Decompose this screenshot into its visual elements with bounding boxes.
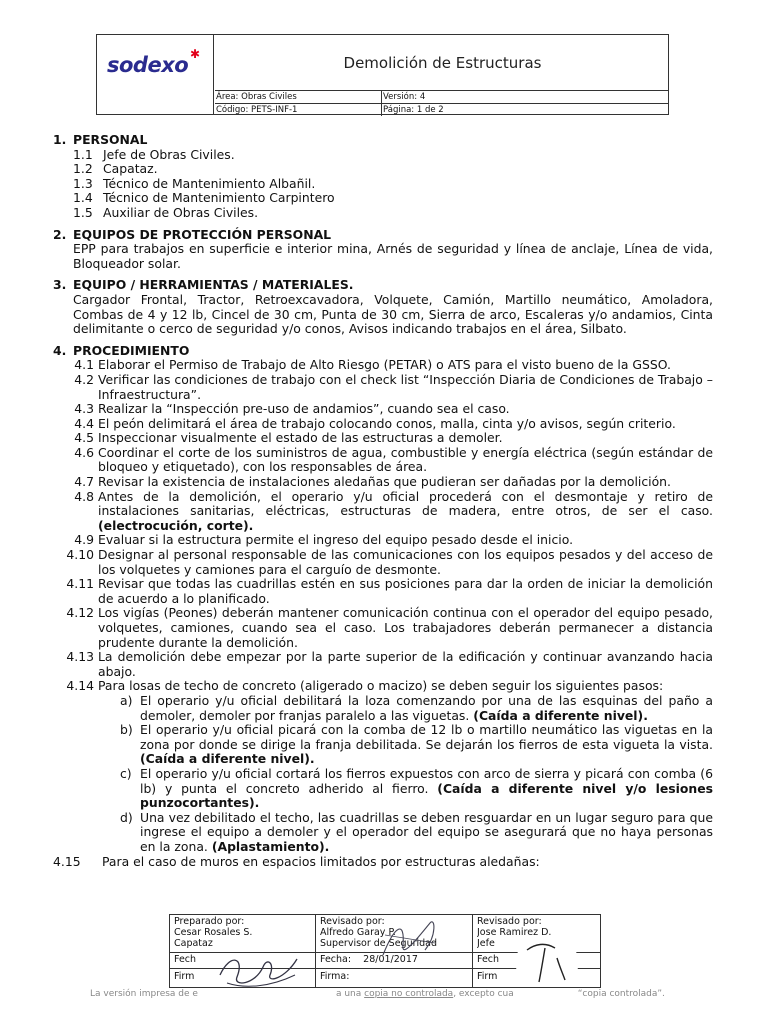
- section-heading: 2. EQUIPOS DE PROTECCIÓN PERSONAL: [53, 226, 332, 242]
- section-personal: [53, 133, 713, 221]
- copy-status-link: copia no controlada: [364, 989, 454, 999]
- prepared-by-cell: Preparado por: Cesar Rosales S. Capataz Fech Firm: [170, 915, 316, 987]
- document-body: [53, 133, 713, 876]
- company-logo: [97, 35, 214, 114]
- section-text: EPP para trabajos en superficie e interior mina, Arnés de seguridad y línea de anclaje, Línea de vida, Bloqueador solar.: [73, 241, 713, 271]
- sub-step: c) El operario y/u oficial cortará los fierros expuestos con arco de sierra y picará con comba (6 lb) y punta el concreto adherido al fierro. (Caída a diferente nivel y/o lesiones punzocortantes).: [120, 765, 713, 811]
- section-heading: 3. EQUIPO / HERRAMIENTAS / MATERIALES.: [53, 277, 354, 293]
- footer-note: La versión impresa de e a una copia no controlada, excepto cua “copia controlada”.: [90, 989, 665, 999]
- signature-field: Firm: [473, 968, 600, 987]
- list-item: 1.4 Técnico de Mantenimiento Carpintero: [73, 190, 335, 206]
- signature-field: Firm: [170, 968, 315, 987]
- procedure-step: 4.8 Antes de la demolición, el operario y/u oficial procederá con el desmontaje y retiro de instalaciones sanitarias, eléctricas, estructuras de madera, entre otros, de ser el caso. (electrocución, corte).: [74, 488, 713, 533]
- list-item: 1.1 Jefe de Obras Civiles.: [73, 146, 235, 162]
- list-item: 1.3 Técnico de Mantenimiento Albañil.: [73, 175, 316, 191]
- procedure-step: 4.12 Los vigías (Peones) deberán mantener comunicación continua con el operador del equipo pesado, volquetes, camiones, cuando sea el caso. Los trabajadores deberán permanecer a distancia prudente durante la demolición.: [66, 605, 713, 650]
- procedure-step: 4.5 Inspeccionar visualmente el estado de las estructuras a demoler.: [74, 430, 503, 446]
- document-title: Demolición de Estructuras: [343, 53, 542, 72]
- document-header: [96, 34, 669, 115]
- date-value: 28/01/2017: [363, 954, 418, 965]
- code-field: Código: PETS-INF-1: [215, 104, 382, 116]
- page-field: Página: 1 de 2: [383, 105, 444, 115]
- procedure-step: 4.14 Para losas de techo de concreto (aligerado o macizo) se deben seguir los siguientes pasos:: [66, 678, 664, 694]
- procedure-step: 4.13 La demolición debe empezar por la parte superior de la edificación y continuar avanzando hacia abajo.: [66, 649, 713, 679]
- area-field: Área: Obras Civiles: [215, 91, 382, 103]
- version-field: Versión: 4: [383, 92, 426, 102]
- section-heading: 1. PERSONAL: [53, 132, 148, 147]
- sub-step: d) Una vez debilitado el techo, las cuadrillas se deben resguardar en un lugar seguro para que ingrese el equipo a demoler y el operador del equipo se asegurará que no haya personas en la zona. (Aplastamiento).: [120, 809, 713, 854]
- procedure-step: 4.10 Designar al personal responsable de las comunicaciones con los equipos pesados y del acceso de los volquetes y camiones para el carguío de desmonte.: [66, 547, 713, 577]
- procedure-step: 4.9 Evaluar si la estructura permite el ingreso del equipo pesado desde el inicio.: [74, 532, 574, 548]
- list-item: 1.2 Capataz.: [73, 161, 158, 177]
- hazard-note: (electrocución, corte).: [98, 517, 254, 533]
- document-meta: [215, 90, 669, 115]
- procedure-step: 4.4 El peón delimitará el área de trabajo colocando conos, malla, cinta y/o avisos, según criterio.: [74, 415, 676, 431]
- date-field: Fech: [473, 952, 600, 969]
- procedure-step: 4.1 Elaborar el Permiso de Trabajo de Alto Riesgo (PETAR) o ATS para el visto bueno de la GSSO.: [74, 357, 671, 373]
- signature-table: [169, 914, 601, 988]
- section-equipment: [53, 278, 713, 336]
- procedure-step: 4.2 Verificar las condiciones de trabajo con el check list “Inspección Diaria de Condiciones de Trabajo – Infraestructura”.: [74, 371, 713, 402]
- star-icon: ✱: [190, 47, 201, 61]
- section-heading: 4. PROCEDIMIENTO: [53, 342, 190, 358]
- reviewed-by-cell: Revisado por: Jose Ramirez D. Jefe Fech Firm: [473, 915, 600, 987]
- procedure-step: 4.3 Realizar la “Inspección pre-uso de andamios”, cuando sea el caso.: [74, 401, 510, 417]
- section-procedure: [53, 344, 713, 869]
- procedure-step: 4.7 Revisar la existencia de instalaciones aledañas que pudieran ser dañadas por la demolición.: [74, 474, 671, 490]
- sub-step: b) El operario y/u oficial picará con la comba de 12 lb o martillo neumático las viguetas en la zona por donde se dirige la franja debilitada. Se dejarán los fierros de esta vigueta la vista. (Caída a diferente nivel).: [120, 722, 713, 767]
- hazard-note: (Caída a diferente nivel).: [473, 707, 648, 723]
- hazard-note: (Caída a diferente nivel).: [140, 751, 315, 767]
- signature-field: Firma:: [316, 968, 472, 987]
- procedure-step: 4.6 Coordinar el corte de los suministros de agua, combustible y energía eléctrica (según estándar de bloqueo y etiquetado), con los responsables de área.: [74, 444, 713, 475]
- sub-step: a) El operario y/u oficial debilitará la loza comenzando por una de las esquinas del paño a demoler, demoler por franjas paralelo a las viguetas. (Caída a diferente nivel).: [120, 692, 713, 723]
- section-epp: [53, 228, 713, 272]
- hazard-note: (Aplastamiento).: [211, 838, 330, 854]
- logo-wordmark: sodexo: [107, 53, 189, 77]
- procedure-step: 4.15 Para el caso de muros en espacios limitados por estructuras aledañas:: [53, 853, 540, 869]
- procedure-step: 4.11 Revisar que todas las cuadrillas estén en sus posiciones para dar la orden de iniciar la demolición de acuerdo a lo planificado.: [66, 576, 713, 606]
- date-field: Fech: [170, 952, 315, 969]
- hazard-note: (Caída a diferente nivel y/o lesiones punzocortantes).: [140, 780, 713, 811]
- section-text: Cargador Frontal, Tractor, Retroexcavadora, Volquete, Camión, Martillo neumático, Amoladora, Combas de 4 y 12 lb, Cincel de 30 cm, Punta de 30 cm, Sierra de arco, Escaleras y/o andamios, Cinta delimitante o cerco de seguridad y/o conos, Avisos indicando trabajos en el área, Silbato.: [73, 291, 713, 337]
- date-field: Fecha: 28/01/2017: [316, 952, 472, 969]
- reviewed-by-cell: Revisado por: Alfredo Garay P. Supervisor de Seguridad Fecha: 28/01/2017 Firma:: [316, 915, 473, 987]
- list-item: 1.5 Auxiliar de Obras Civiles.: [73, 204, 259, 220]
